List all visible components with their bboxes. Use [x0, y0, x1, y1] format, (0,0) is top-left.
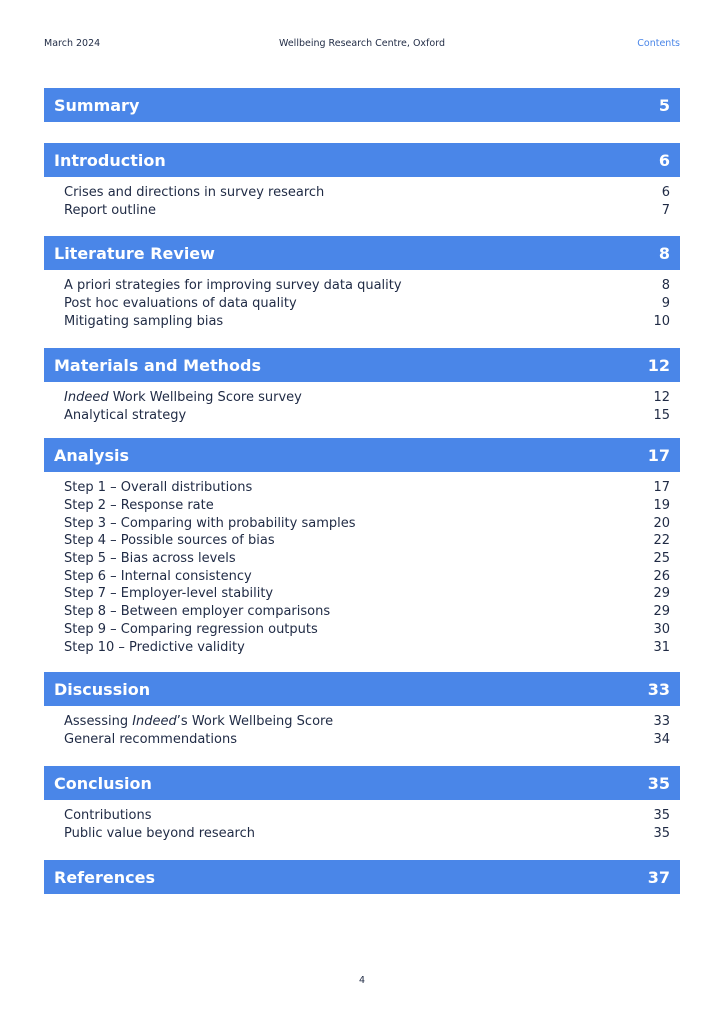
toc-section-introduction[interactable] [44, 143, 680, 177]
toc-entry-label: Public value beyond research [64, 826, 256, 842]
toc-entry-label: Step 7 – Employer-level stability [64, 586, 274, 602]
toc-entry-page: 22 [653, 533, 670, 549]
section-title: Discussion [54, 679, 151, 699]
toc-entry[interactable] [64, 825, 670, 843]
toc-entry-label: Step 6 – Internal consistency [64, 568, 252, 584]
toc-entry-label: Indeed Work Wellbeing Score survey [64, 390, 302, 406]
toc-subsection-list [64, 479, 670, 656]
section-page: 8 [658, 243, 670, 263]
toc-entry[interactable] [64, 807, 670, 825]
toc-entry-page: 10 [653, 313, 670, 329]
toc-entry[interactable] [64, 497, 670, 515]
toc-entry-page: 7 [661, 203, 670, 219]
toc-entry-page: 31 [653, 639, 670, 655]
toc-entry-label: Step 1 – Overall distributions [64, 480, 253, 496]
section-title: Literature Review [54, 243, 215, 263]
toc-entry-label: Mitigating sampling bias [64, 313, 224, 329]
toc-entry-label: Step 3 – Comparing with probability samples [64, 515, 356, 531]
toc-entry-page: 33 [653, 714, 670, 730]
section-title: Materials and Methods [54, 355, 261, 375]
toc-subsection-list [64, 713, 670, 748]
toc-section-analysis[interactable] [44, 438, 680, 472]
toc-entry-page: 6 [661, 185, 670, 201]
contents-link[interactable]: Contents [637, 38, 680, 49]
toc-entry-page: 12 [653, 390, 670, 406]
section-page: 33 [647, 679, 670, 699]
toc-entry-label: Analytical strategy [64, 408, 187, 424]
toc-entry-page: 9 [661, 296, 670, 312]
toc-entry-page: 29 [653, 586, 670, 602]
toc-entry[interactable] [64, 184, 670, 202]
toc-entry-page: 30 [653, 621, 670, 637]
toc-entry-label: Step 9 – Comparing regression outputs [64, 621, 318, 637]
toc-entry[interactable] [64, 514, 670, 532]
toc-entry-label: Step 4 – Possible sources of bias [64, 533, 275, 549]
section-title: Analysis [54, 445, 130, 465]
toc-section-materials-and-methods[interactable] [44, 348, 680, 382]
toc-entry[interactable] [64, 295, 670, 313]
toc-entry-page: 26 [653, 568, 670, 584]
toc-section-conclusion[interactable] [44, 766, 680, 800]
toc-entry-page: 19 [653, 498, 670, 514]
toc-entry-page: 35 [653, 826, 670, 842]
toc-entry[interactable] [64, 202, 670, 220]
toc-entry-page: 34 [653, 732, 670, 748]
section-page: 6 [658, 150, 670, 170]
toc-entry-label: Step 8 – Between employer comparisons [64, 604, 331, 620]
toc-entry-label: Assessing Indeed’s Work Wellbeing Score [64, 714, 334, 730]
toc-subsection-list [64, 807, 670, 842]
toc-entry-label: Report outline [64, 203, 156, 219]
toc-entry[interactable] [64, 312, 670, 330]
toc-entry[interactable] [64, 567, 670, 585]
toc-entry[interactable] [64, 479, 670, 497]
section-page: 5 [658, 95, 670, 115]
toc-entry[interactable] [64, 550, 670, 568]
header-date: March 2024 [44, 38, 101, 49]
toc-entry[interactable] [64, 389, 670, 407]
toc-subsection-list [64, 389, 670, 424]
toc-entry[interactable] [64, 731, 670, 749]
toc-section-references[interactable] [44, 860, 680, 894]
toc-entry[interactable] [64, 277, 670, 295]
section-page: 17 [647, 445, 670, 465]
toc-section-summary[interactable] [44, 88, 680, 122]
toc-entry-page: 15 [653, 408, 670, 424]
toc-entry[interactable] [64, 603, 670, 621]
toc-entry-page: 29 [653, 604, 670, 620]
section-page: 12 [647, 355, 670, 375]
toc-entry-page: 20 [653, 515, 670, 531]
toc-entry-page: 35 [653, 808, 670, 824]
section-title: References [54, 867, 155, 887]
toc-entry-page: 25 [653, 551, 670, 567]
section-title: Introduction [54, 150, 166, 170]
toc-subsection-list [64, 184, 670, 219]
section-title: Conclusion [54, 773, 152, 793]
toc-entry[interactable] [64, 638, 670, 656]
toc-section-literature-review[interactable] [44, 236, 680, 270]
toc-entry-label: Post hoc evaluations of data quality [64, 296, 297, 312]
toc-entry[interactable] [64, 585, 670, 603]
toc-entry-label: A priori strategies for improving survey data quality [64, 278, 402, 294]
toc-entry-label: Step 5 – Bias across levels [64, 551, 236, 567]
toc-entry-label: Step 10 – Predictive validity [64, 639, 245, 655]
section-title: Summary [54, 95, 140, 115]
toc-entry-label: Contributions [64, 808, 152, 824]
toc-entry[interactable] [64, 407, 670, 425]
section-page: 37 [647, 867, 670, 887]
toc-entry[interactable] [64, 621, 670, 639]
page-number: 4 [358, 975, 366, 986]
section-page: 35 [647, 773, 670, 793]
toc-entry-page: 17 [653, 480, 670, 496]
toc-entry-label: Step 2 – Response rate [64, 498, 214, 514]
header-organization: Wellbeing Research Centre, Oxford [279, 38, 445, 49]
toc-entry-label: Crises and directions in survey research [64, 185, 325, 201]
toc-entry-label: General recommendations [64, 732, 237, 748]
toc-entry-page: 8 [661, 278, 670, 294]
toc-entry[interactable] [64, 713, 670, 731]
toc-section-discussion[interactable] [44, 672, 680, 706]
toc-subsection-list [64, 277, 670, 330]
toc-entry[interactable] [64, 532, 670, 550]
